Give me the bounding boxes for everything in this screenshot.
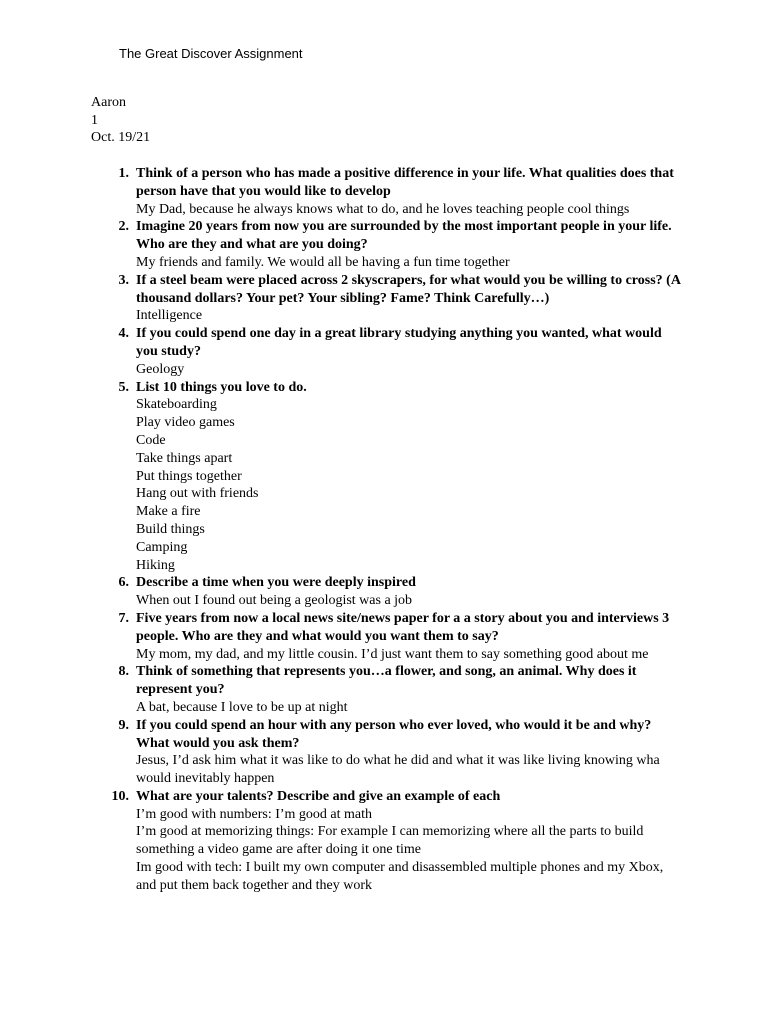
- answer-line: Im good with tech: I built my own computer and disassembled multiple phones and my Xbox, and put them back together and they work: [136, 860, 664, 893]
- question-item: [105, 663, 685, 716]
- answer-line: My mom, my dad, and my little cousin. I’d just want them to say something good about me: [136, 646, 649, 662]
- question-text: Describe a time when you were deeply inspired: [136, 575, 416, 591]
- answer-line: Intelligence: [136, 308, 203, 324]
- answer-line: My friends and family. We would all be having a fun time together: [136, 254, 510, 270]
- question-item: [105, 379, 685, 575]
- answer-line: Hiking: [136, 557, 175, 573]
- question-item: [105, 272, 685, 325]
- student-name: Aaron: [91, 95, 126, 110]
- question-item: [105, 788, 685, 895]
- question-item: [105, 325, 685, 378]
- answer-line: Camping: [136, 539, 188, 555]
- document-title: The Great Discover Assignment: [119, 46, 303, 61]
- assignment-date: Oct. 19/21: [91, 130, 151, 145]
- question-text: Think of a person who has made a positive difference in your life. What qualities does that person have that you would like to develop: [136, 166, 674, 199]
- question-number: 9.: [118, 717, 129, 733]
- question-text: If you could spend an hour with any person who ever loved, who would it be and why? What would you ask them?: [136, 717, 652, 751]
- student-number: 1: [91, 112, 98, 128]
- question-number: 5.: [118, 379, 129, 395]
- answer-line: Jesus, I’d ask him what it was like to do what he did and what it was like living knowing wha would inevitably happen: [136, 753, 660, 787]
- question-item: [105, 717, 685, 788]
- question-number: 6.: [118, 575, 129, 591]
- answer-line: I’m good with numbers: I’m good at math: [136, 806, 373, 822]
- question-text: Five years from now a local news site/news paper for a a story about you and interviews 3 people. Who are they and what would you want them to say?: [136, 610, 670, 644]
- answer-line: Take things apart: [136, 450, 233, 466]
- answer-line: When out I found out being a geologist was a job: [136, 593, 413, 609]
- question-number: 1.: [118, 166, 129, 181]
- answer-line: Play video games: [136, 415, 235, 431]
- answer-line: Build things: [136, 521, 205, 537]
- question-text: Imagine 20 years from now you are surrounded by the most important people in your life. Who are they and what are you doing?: [136, 219, 672, 253]
- answer-line: Code: [136, 432, 166, 448]
- question-text: What are your talents? Describe and give an example of each: [136, 788, 501, 804]
- question-number: 2.: [118, 219, 129, 235]
- question-item: [105, 610, 685, 663]
- student-info: [91, 94, 150, 147]
- question-number: 8.: [118, 664, 129, 680]
- answer-line: Make a fire: [136, 504, 201, 520]
- question-number: 3.: [118, 272, 129, 288]
- answer-line: Geology: [136, 361, 185, 377]
- answer-line: Hang out with friends: [136, 486, 259, 502]
- answer-line: A bat, because I love to be up at night: [136, 699, 348, 715]
- question-text: Think of something that represents you…a flower, and song, an animal. Why does it represent you?: [136, 664, 637, 698]
- answer-line: I’m good at memorizing things: For example I can memorizing where all the parts to build something a video game are after doing it one time: [136, 824, 644, 858]
- question-text: If a steel beam were placed across 2 skyscrapers, for what would you be willing to cross? (A thousand dollars? Your pet? Your sibling? Fame? Think Carefully…): [136, 272, 681, 306]
- question-item: [105, 218, 685, 271]
- question-list: [105, 165, 685, 895]
- question-item: [105, 574, 685, 610]
- answer-line: Skateboarding: [136, 397, 217, 413]
- question-number: 4.: [118, 326, 129, 342]
- question-number: 7.: [118, 610, 129, 626]
- question-item: [105, 165, 685, 218]
- question-text: List 10 things you love to do.: [136, 379, 307, 395]
- question-text: If you could spend one day in a great library studying anything you wanted, what would you study?: [136, 326, 662, 359]
- question-number: 10.: [111, 788, 129, 804]
- answer-line: My Dad, because he always knows what to do, and he loves teaching people cool things: [136, 201, 630, 217]
- answer-line: Put things together: [136, 468, 242, 484]
